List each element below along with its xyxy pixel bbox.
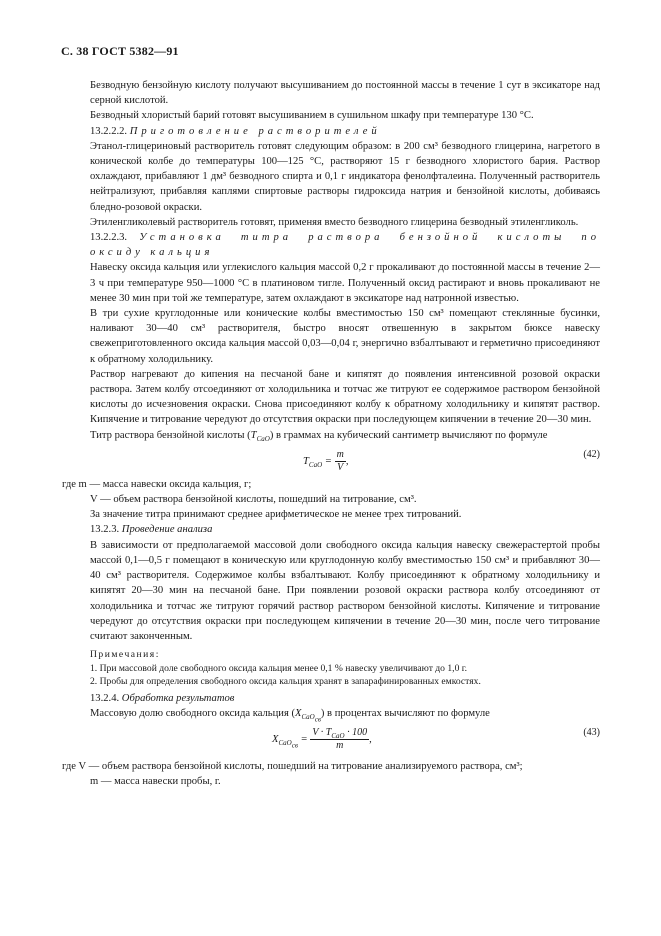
paragraph: Раствор нагревают до кипения на песчаной бане и кипятят до появления интенсивной розовой окраски раствора. Затем колбу отсоединяют от холодильника и тотчас же титруют ее содержимое раствором бензойной кислоты до исчезновения окраски. Снова присоединяют колбу к обратному холодильнику и кипятят раствор. Кипячение и титрование чередуют до отсутствия окраски при последующем кипячении в течение 20—30 мин. — [90, 368, 600, 426]
numerator: m — [336, 448, 344, 460]
section-number: 13.2.4. — [90, 692, 120, 704]
denominator: V — [337, 461, 344, 473]
formula-number: (42) — [583, 448, 600, 460]
fraction — [335, 449, 346, 474]
formula-subscript: CaO — [308, 460, 323, 469]
formula-number: (43) — [583, 727, 600, 739]
numerator — [310, 727, 369, 740]
paragraph: За значение титра принимают среднее арифметическое не менее трех титрований. — [90, 509, 462, 521]
section-heading — [90, 522, 600, 537]
section-heading — [90, 691, 600, 706]
paragraph: Навеску оксида кальция или углекислого кальция массой 0,2 г прокаливают до постоянной массы в течение 2—3 ч при температуре 950—1000 °С в платиновом тигле. Полученный оксид растирают и вновь прокаливают не менее 30 мин при той же температуре, затем охлаждают в эксикаторе над натронной известью. — [90, 262, 600, 304]
note-item: 1. При массовой доле свободного оксида кальция менее 0,1 % навеску увеличивают до 1,0 г. — [90, 662, 468, 674]
paragraph: Безводную бензойную кислоту получают высушиванием до постоянной массы в течение 1 сут в эксикаторе над серной кислотой. — [90, 80, 600, 107]
numerator-subscript: CaO — [331, 732, 345, 741]
paragraph: В зависимости от предполагаемой массовой доли свободного оксида кальция навеску свежерастертой пробы массой 0,1—0,5 г помещают в коническую или круглодонную колбу вместимостью 150 см³ и прибавляют 30—40 см³ растворителя. Содержимое колбы взбалтывают. Колбу присоединяют к обратному холодильнику и кипятят 20—30 мин на песчаной бане. При появлении розовой окраски раствора колбу отсоединяют от холодильника и тотчас же титруют горячий раствор раствором бензойной кислоты. Кипячение и титрование чередуют до отсутствия окраски при последующем кипячении в течение 20—30 мин, после чего титрование считают законченным. — [90, 539, 600, 642]
document-body — [62, 78, 600, 789]
notes-title: Примечания: — [90, 649, 160, 661]
formula-42 — [90, 443, 600, 477]
paragraph: Этиленгликолевый растворитель готовят, применяя вместо безводного глицерина безводный этиленгликоль. — [90, 216, 579, 228]
paragraph: Этанол-глицериновый растворитель готовят следующим образом: в 200 см³ безводного глицерина, нагретого в конической колбе до температуры 100—125 °С, растворяют 15 г безводного хлористого бария. Раствор охлаждают, прибавляют 1 дм³ безводного спирта и 0,1 г индикатора фенолфталеина. Полученный растворитель нейтрализуют, прибавляя каплями спиртовые растворы гидроксида натрия и бензойной кислоты, добиваясь бледно-розовой окраски. — [90, 140, 600, 213]
numerator-tail: · 100 — [344, 727, 368, 739]
section-number: 13.2.2.2. — [90, 125, 128, 137]
formula-expression — [303, 449, 349, 474]
where-item: V — объем раствора бензойной кислоты, пошедший на титрование, см³. — [90, 494, 417, 506]
text-run: Титр раствора бензойной кислоты ( — [90, 429, 251, 441]
formula-comma: , — [369, 733, 372, 745]
denominator: m — [336, 740, 344, 752]
note-item: 2. Пробы для определения свободного оксида кальция хранят в запарафинированных емкостях. — [90, 676, 481, 688]
section-title: Приготовление растворителей — [129, 125, 381, 137]
formula-expression — [272, 727, 372, 752]
section-title: Проведение анализа — [121, 524, 213, 536]
text-run: ) в процентах вычисляют по формуле — [320, 707, 490, 719]
section-heading — [90, 230, 600, 260]
formula-symbol: T — [303, 455, 309, 467]
section-title: Установка титра раствора бензойной кислоты по оксиду кальция — [90, 232, 600, 259]
page-header: С. 38 ГОСТ 5382—91 — [61, 44, 179, 58]
notes-block — [90, 648, 600, 689]
where-item — [62, 477, 600, 492]
where-item: где V — объем раствора бензойной кислоты, пошедший на титрование анализируемого раствора, см³; — [62, 761, 523, 773]
paragraph — [90, 428, 600, 443]
formula-symbol: X — [272, 733, 279, 745]
formula-subscript — [278, 739, 298, 750]
text-run: ) в граммах на кубический сантиметр вычисляют по формуле — [269, 429, 548, 441]
section-heading — [90, 124, 600, 139]
fraction — [310, 727, 369, 752]
where-text: где m — масса навески оксида кальция, г; — [62, 478, 252, 490]
equals-sign: = — [324, 455, 332, 467]
formula-comma: , — [345, 455, 349, 467]
subscript-text: CaO — [278, 739, 292, 748]
section-number: 13.2.2.3. — [90, 232, 128, 244]
section-number: 13.2.3. — [90, 524, 120, 536]
symbol-x: $X_{CaO_{св}}$ — [295, 707, 321, 724]
text-run: Массовую долю свободного оксида кальция ( — [90, 707, 295, 719]
equals-sign: = — [300, 733, 308, 745]
paragraph: Безводный хлористый барий готовят высушиванием в сушильном шкафу при температуре 130 °С. — [90, 110, 534, 122]
paragraph: В три сухие круглодонные или конические колбы вместимостью 150 см³ помещают стеклянные бусинки, наливают 30—40 см³ растворителя, быстро вносят отвешенную в закрытом бюксе навеску свежеприготовленного оксида кальция массой 0,03—0,04 г, энергично взбалтывают и герметично присоединяют к обратному холодильнику. — [90, 308, 600, 365]
subscript-sub: св — [291, 741, 298, 750]
numerator-text: V · T — [312, 727, 332, 739]
symbol-t: $T_{CaO}$ — [250, 429, 270, 443]
paragraph — [90, 706, 600, 724]
section-title: Обработка результатов — [121, 692, 235, 704]
where-item: m — масса навески пробы, г. — [90, 776, 221, 788]
formula-43 — [90, 721, 600, 759]
